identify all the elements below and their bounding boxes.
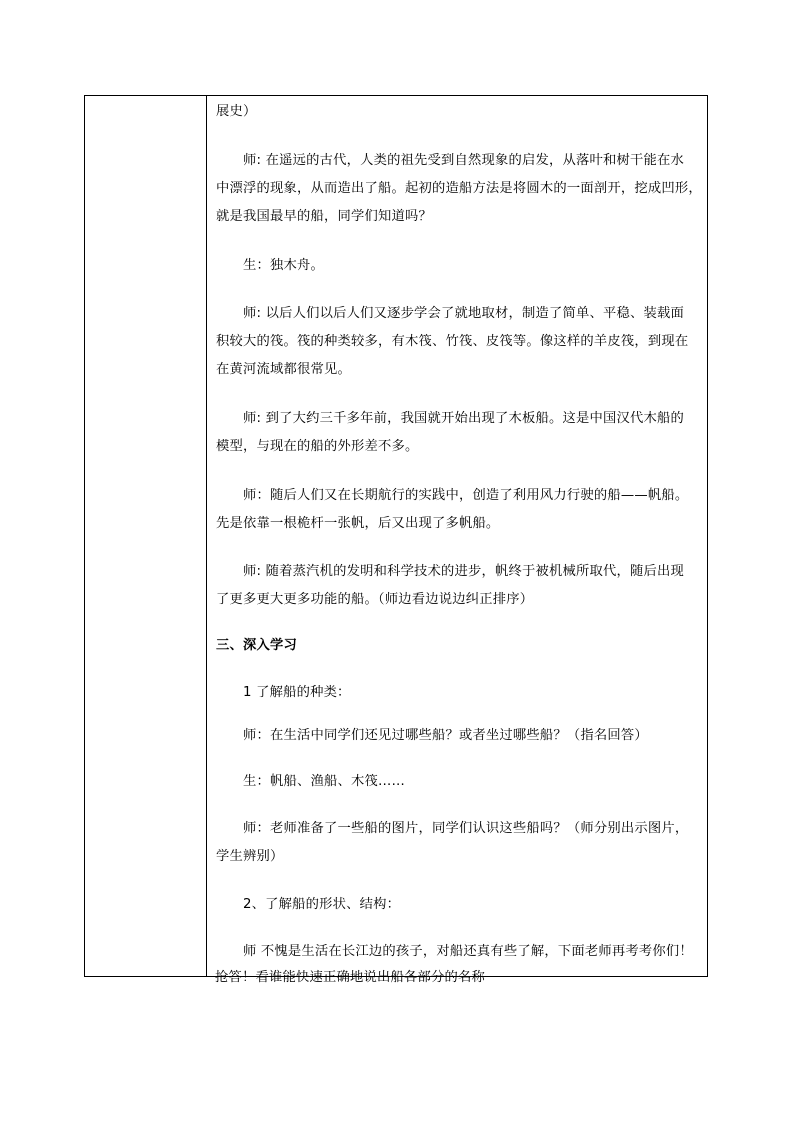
text-line: 了更多更大更多功能的船。（师边看边说边纠正排序） xyxy=(216,592,534,607)
table-content-column xyxy=(208,96,707,976)
text-line: 中漂浮的现象，从而造出了船。起初的造船方法是将圆木的一面剖开，挖成凹形， xyxy=(216,181,702,196)
text-line: 师: 在遥远的古代，人类的祖先受到自然现象的启发，从落叶和树干能在水 xyxy=(216,153,684,168)
text-line: 生：帆船、渔船、木筏…… xyxy=(216,774,405,789)
table-left-column xyxy=(85,96,207,976)
text-line: 先是依靠一根桅杆一张帆，后又出现了多帆船。 xyxy=(216,516,500,531)
text-line: 生：独木舟。 xyxy=(216,258,324,273)
text-line: 师：老师准备了一些船的图片，同学们认识这些船吗？（师分别出示图片， xyxy=(216,821,689,836)
text-line: 展史） xyxy=(216,104,257,119)
text-line: 就是我国最早的船，同学们知道吗？ xyxy=(216,209,432,224)
lesson-table xyxy=(84,95,708,977)
section-heading: 三、深入学习 xyxy=(216,638,297,653)
text-line: 学生辨别） xyxy=(216,849,284,864)
text-line: 在黄河流域都很常见。 xyxy=(216,362,351,377)
text-line: 师 不愧是生活在长江边的孩子，对船还真有些了解，下面老师再考考你们！ xyxy=(216,944,693,959)
text-line: 师: 以后人们以后人们又逐步学会了就地取材，制造了简单、平稳、装载面 xyxy=(216,306,684,321)
text-line: 1 了解船的种类： xyxy=(216,685,351,700)
text-line: 师：在生活中同学们还见过哪些船？或者坐过哪些船？（指名回答） xyxy=(216,728,648,743)
text-line: 积较大的筏。筏的种类较多，有木筏、竹筏、皮筏等。像这样的羊皮筏，到现在 xyxy=(216,334,689,349)
text-line: 师: 到了大约三千多年前，我国就开始出现了木板船。这是中国汉代木船的 xyxy=(216,411,684,426)
text-line: 师: 随着蒸汽机的发明和科学技术的进步，帆终于被机械所取代，随后出现 xyxy=(216,564,684,579)
text-line: 模型，与现在的船的外形差不多。 xyxy=(216,439,419,454)
text-line: 抢答！看谁能快速正确地说出船各部分的名称 xyxy=(215,970,485,985)
text-line: 师：随后人们又在长期航行的实践中，创造了利用风力行驶的船——帆船。 xyxy=(216,488,689,503)
text-line: 2、了解船的形状、结构： xyxy=(216,897,401,912)
